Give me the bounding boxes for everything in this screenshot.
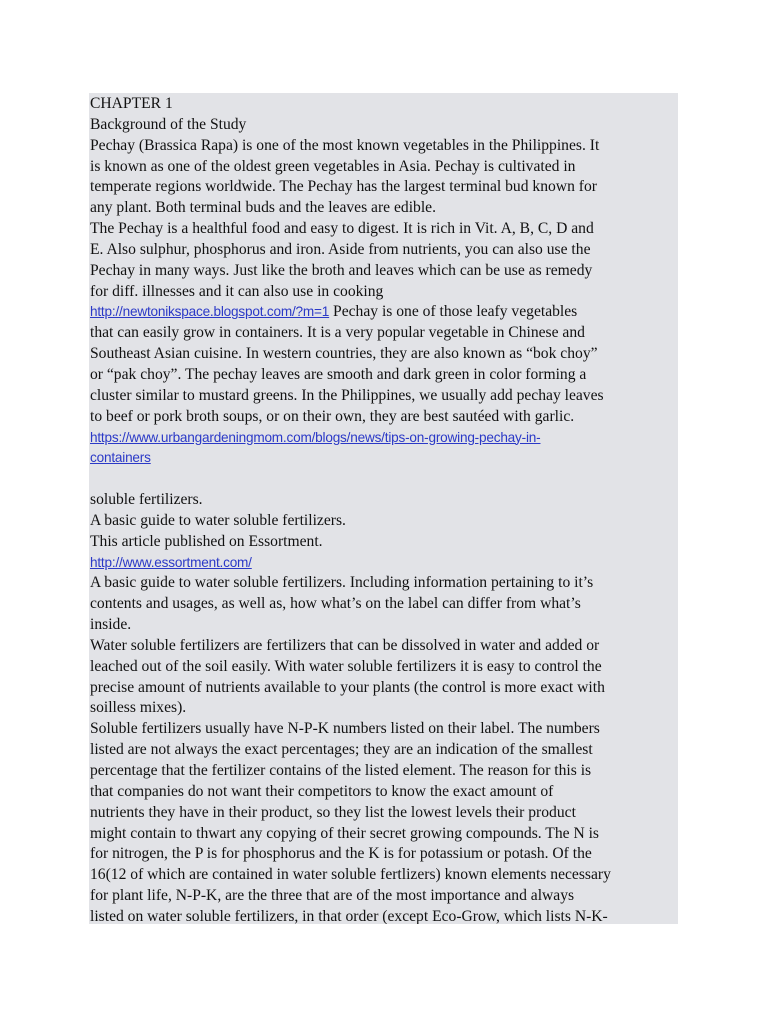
paragraph-line: Pechay (Brassica Rapa) is one of the most known vegetables in the Philippines. It: [90, 136, 600, 154]
paragraph-line: nutrients they have in their product, so they list the lowest levels their product: [90, 803, 576, 821]
paragraph-line: The Pechay is a healthful food and easy to digest. It is rich in Vit. A, B, C, D and: [90, 220, 594, 238]
paragraph-line: soluble fertilizers.: [90, 491, 203, 509]
paragraph-line: inside.: [90, 616, 132, 634]
paragraph-line: for nitrogen, the P is for phosphorus and the K is for potassium or potash. Of the: [90, 845, 592, 863]
essortment-link[interactable]: http://www.essortment.com/: [90, 554, 252, 570]
document-text: [90, 94, 678, 924]
paragraph-line: Water soluble fertilizers are fertilizers that can be dissolved in water and added or: [90, 636, 600, 654]
urbangardening-link-continued[interactable]: containers: [90, 450, 151, 466]
paragraph-text: Pechay is one of those leafy vegetables: [329, 303, 578, 321]
paragraph-line: leached out of the soil easily. With water soluble fertilizers it is easy to control the: [90, 657, 602, 675]
paragraph-line: Soluble fertilizers usually have N-P-K numbers listed on their label. The numbers: [90, 720, 600, 738]
paragraph-line: for plant life, N-P-K, are the three that are of the most importance and always: [90, 887, 575, 905]
paragraph-line: A basic guide to water soluble fertilizers.: [90, 511, 346, 529]
chapter-heading: CHAPTER 1: [90, 95, 173, 112]
paragraph-line: soilless mixes).: [90, 699, 187, 717]
paragraph-line: any plant. Both terminal buds and the leaves are edible.: [90, 199, 436, 217]
essortment-link-line: [90, 553, 678, 574]
paragraph-line: listed are not always the exact percentages; they are an indication of the smallest: [90, 741, 593, 759]
blank-line: [90, 469, 678, 490]
paragraph-line: or “pak choy”. The pechay leaves are smooth and dark green in color forming a: [90, 365, 587, 383]
paragraph-line: that companies do not want their competitors to know the exact amount of: [90, 782, 554, 800]
paragraph-line: A basic guide to water soluble fertilizers. Including information pertaining to it’s: [90, 574, 594, 592]
paragraph-line: This article published on Essortment.: [90, 532, 323, 550]
paragraph-line: listed on water soluble fertilizers, in that order (except Eco-Grow, which lists N-K-: [90, 907, 608, 924]
paragraph-line: E. Also sulphur, phosphorus and iron. Aside from nutrients, you can also use the: [90, 240, 591, 258]
paragraph-line: Southeast Asian cuisine. In western countries, they are also known as “bok choy”: [90, 345, 598, 363]
paragraph-line: precise amount of nutrients available to your plants (the control is more exact with: [90, 678, 605, 696]
paragraph-line: 16(12 of which are contained in water soluble fertlizers) known elements necessary: [90, 866, 611, 884]
document-page: [89, 93, 678, 924]
paragraph-line: to beef or pork broth soups, or on their own, they are best sautéed with garlic.: [90, 407, 575, 425]
paragraph-line: percentage that the fertilizer contains of the listed element. The reason for this is: [90, 762, 592, 779]
section-title: Background of the Study: [90, 115, 247, 133]
paragraph-line: Pechay in many ways. Just like the broth and leaves which can be use as remedy: [90, 261, 593, 279]
paragraph-line: that can easily grow in containers. It is a very popular vegetable in Chinese and: [90, 324, 585, 342]
newtonikspace-link[interactable]: http://newtonikspace.blogspot.com/?m=1: [90, 304, 330, 320]
paragraph-line: cluster similar to mustard greens. In the Philippines, we usually add pechay leaves: [90, 386, 604, 404]
paragraph-line: contents and usages, as well as, how what’s on the label can differ from what’s: [90, 595, 581, 613]
paragraph-line-with-link: [90, 302, 678, 323]
paragraph-line: temperate regions worldwide. The Pechay has the largest terminal bud known for: [90, 178, 597, 196]
paragraph-line: might contain to thwart any copying of their secret growing compounds. The N is: [90, 824, 600, 842]
urbangardening-link-line: [90, 448, 678, 469]
urbangardening-link-line: [90, 428, 678, 449]
paragraph-line: for diff. illnesses and it can also use in cooking: [90, 282, 384, 300]
urbangardening-link[interactable]: https://www.urbangardeningmom.com/blogs/news/tips-on-growing-pechay-in-: [90, 429, 541, 445]
paragraph-line: is known as one of the oldest green vegetables in Asia. Pechay is cultivated in: [90, 157, 576, 175]
